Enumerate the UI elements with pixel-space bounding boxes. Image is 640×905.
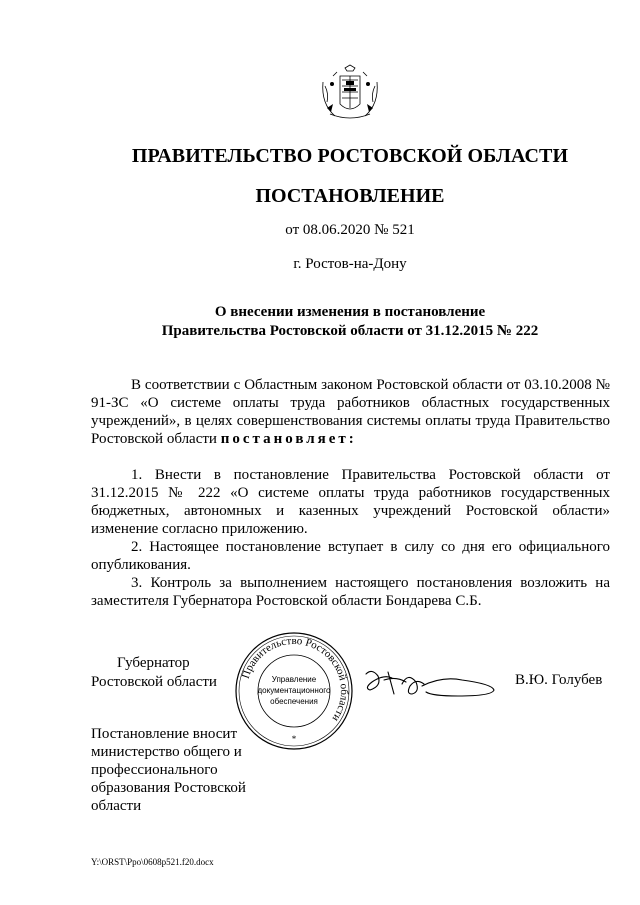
signatory-name: В.Ю. Голубев	[515, 672, 603, 688]
resolves-word: постановляет:	[220, 431, 357, 447]
stamp-ring-text: Правительство Ростовской области	[239, 634, 351, 724]
signatory-title	[91, 654, 217, 692]
signatory-title-line-2: Ростовской области	[91, 674, 217, 690]
subject-line-1: О внесении изменения в постановление	[214, 304, 486, 320]
signatory-title-line-1: Губернатор	[117, 655, 190, 671]
document-body	[91, 376, 610, 610]
item-2: 2. Настоящее постановление вступает в силу со дня его официального опубликования.	[91, 539, 610, 573]
preamble	[91, 376, 610, 448]
city: г. Ростов-на-Дону	[293, 256, 407, 272]
government-title: ПРАВИТЕЛЬСТВО РОСТОВСКОЙ ОБЛАСТИ	[131, 145, 569, 167]
handwritten-signature	[362, 664, 498, 704]
svg-text:*: *	[291, 734, 297, 744]
preamble-text: В соответствии с Областным законом Ростовской области от 03.10.2008 № 91-ЗС «О системе оплаты труда работников областных государственных учреждений», в целях совершенствования системы оплаты труда Правительство Ростовской области	[91, 377, 610, 447]
item-3: 3. Контроль за выполнением настоящего постановления возложить на заместителя Губернатора Ростовской области Бондарева С.Б.	[91, 575, 610, 609]
stamp-center-1: Управление	[271, 675, 317, 684]
file-path: Y:\ORST\Ppo\0608p521.f20.docx	[91, 857, 214, 867]
stamp-center-3: обеспечения	[270, 697, 318, 706]
subject-heading	[0, 303, 640, 341]
date-number: от 08.06.2020 № 521	[285, 222, 415, 238]
introduced-by: Постановление вносит министерство общего и профессионального образования Ростовской области	[91, 726, 246, 814]
coat-of-arms-icon	[315, 64, 385, 124]
item-1: 1. Внести в постановление Правительства Ростовской области от 31.12.2015 № 222 «О системе оплаты труда работников государственных бюджетных, автономных и казенных учреждений Ростовской области» изменение согласно приложению.	[91, 467, 610, 537]
document-type: ПОСТАНОВЛЕНИЕ	[255, 185, 445, 207]
subject-line-2: Правительства Ростовской области от 31.12.2015 № 222	[161, 323, 539, 339]
stamp-center-2: документационного	[257, 686, 331, 695]
